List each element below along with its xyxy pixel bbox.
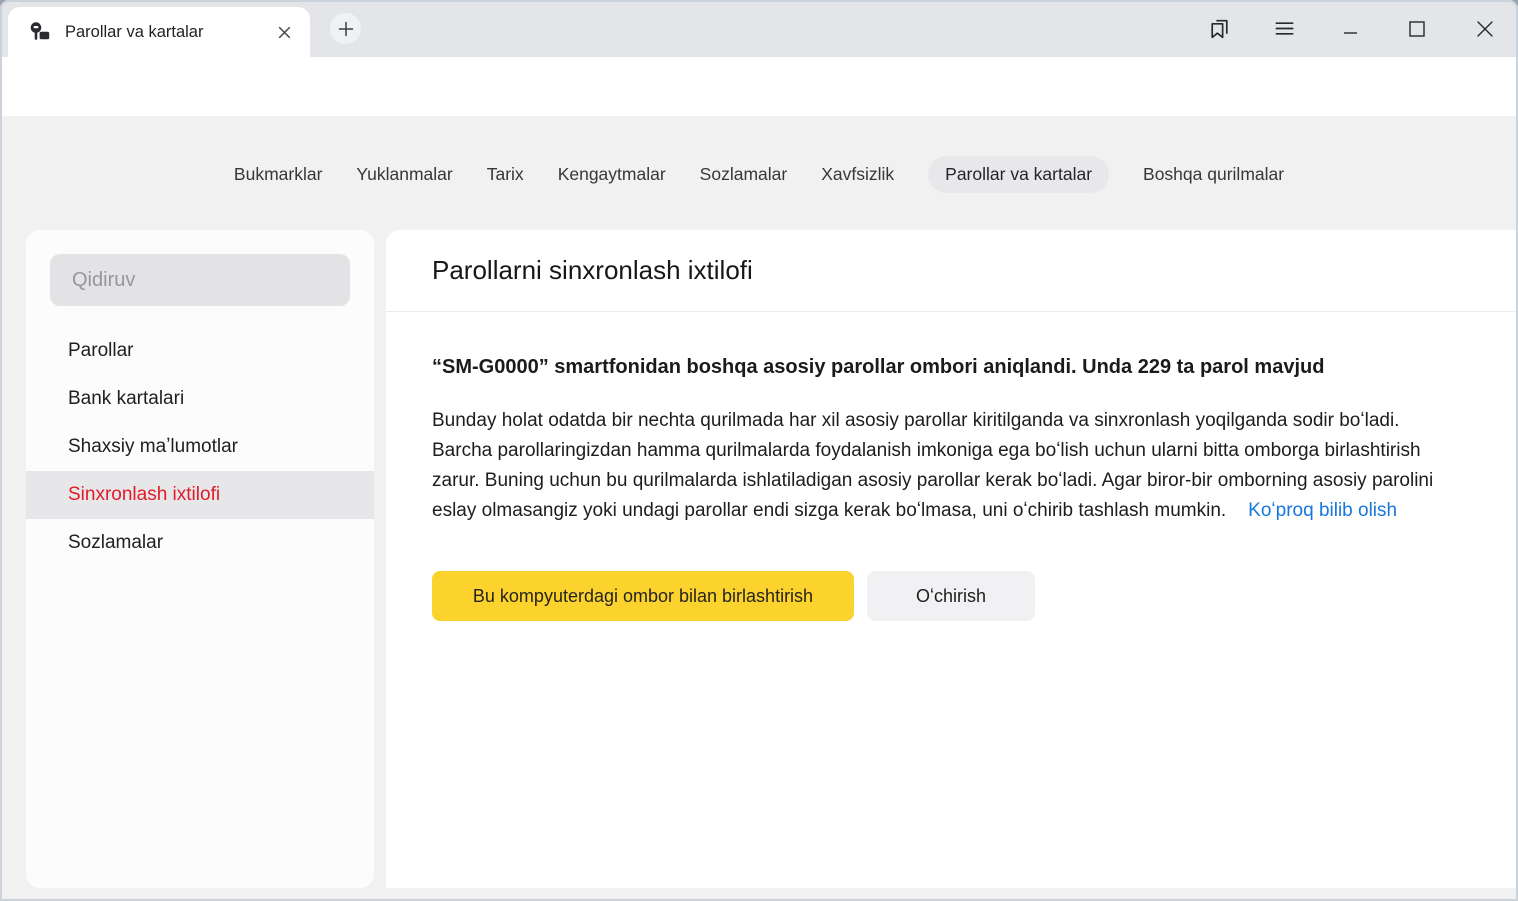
sidebar-item-passwords[interactable]: Parollar	[68, 340, 134, 361]
new-tab-button[interactable]	[330, 13, 361, 44]
hamburger-menu-icon[interactable]	[1271, 0, 1297, 57]
merge-vault-button[interactable]: Bu kompyuterdagi ombor bilan birlashtirish	[432, 571, 854, 621]
conflict-paragraph-1: Bunday holat odatda bir nechta qurilmada har xil asosiy parollar kiritilganda va sinxronlash yoqilganda sodir boʻladi.	[432, 410, 1400, 431]
conflict-paragraph-2	[432, 436, 1460, 526]
sidebar-item-bank-cards[interactable]: Bank kartalari	[68, 388, 185, 409]
delete-vault-button[interactable]: Oʻchirish	[867, 571, 1035, 621]
settings-page	[0, 116, 1518, 901]
nav-history[interactable]: Tarix	[486, 164, 524, 184]
action-buttons	[432, 571, 1460, 621]
sidebar-list	[26, 327, 374, 567]
passwords-key-card-icon	[28, 20, 52, 44]
section-divider	[386, 311, 1516, 312]
nav-other-devices[interactable]: Boshqa qurilmalar	[1143, 164, 1285, 184]
sidebar-item-personal-data[interactable]: Shaxsiy maʼlumotlar	[68, 436, 238, 457]
conflict-heading: “SM-G0000” smartfonidan boshqa asosiy parollar ombori aniqlandi. Unda 229 ta parol mavjud	[432, 356, 1325, 378]
settings-nav	[0, 156, 1518, 193]
nav-security[interactable]: Xavfsizlik	[821, 164, 895, 184]
side-panels-icon[interactable]	[1205, 0, 1233, 57]
conflict-paragraph-2-text: Barcha parollaringizdan hamma qurilmalarda foydalanish imkoniga ega boʻlish uchun ularni bitta omborga birlashtirish zarur. Buning uchun bu qurilmalarda ishlatiladigan asosiy parollar kerak boʻladi. Agar biror-bir omborning asosiy parolini eslay olmasangiz yoki undagi parollar endi sizga kerak boʻlmasa, uni oʻchirib tashlash mumkin.	[432, 440, 1434, 521]
window-maximize-icon[interactable]	[1405, 0, 1429, 57]
sidebar-item-sync-conflict[interactable]: Sinxronlash ixtilofi	[26, 471, 374, 519]
search-wrap	[50, 254, 350, 306]
sidebar	[26, 230, 374, 888]
toolbar	[0, 57, 1518, 116]
nav-passwords-cards[interactable]: Parollar va kartalar	[928, 156, 1109, 193]
window-minimize-icon[interactable]	[1339, 0, 1363, 57]
tab-title: Parollar va kartalar	[65, 22, 204, 41]
tab-strip	[0, 0, 1518, 57]
main-panel	[386, 230, 1516, 888]
window-close-icon[interactable]	[1473, 0, 1497, 57]
conflict-message	[386, 352, 1516, 621]
tab-close-icon[interactable]	[272, 20, 296, 44]
search-input[interactable]	[50, 254, 350, 306]
nav-settings[interactable]: Sozlamalar	[699, 164, 788, 184]
learn-more-link[interactable]: Koʻproq bilib olish	[1248, 500, 1398, 521]
nav-extensions[interactable]: Kengaytmalar	[557, 164, 666, 184]
conflict-description	[432, 406, 1460, 526]
sidebar-item-settings[interactable]: Sozlamalar	[68, 532, 164, 553]
nav-bookmarks[interactable]: Bukmarklar	[233, 164, 323, 184]
browser-tab[interactable]	[8, 7, 310, 57]
section-title: Parollarni sinxronlash ixtilofi	[432, 255, 753, 285]
nav-downloads[interactable]: Yuklanmalar	[356, 164, 453, 184]
